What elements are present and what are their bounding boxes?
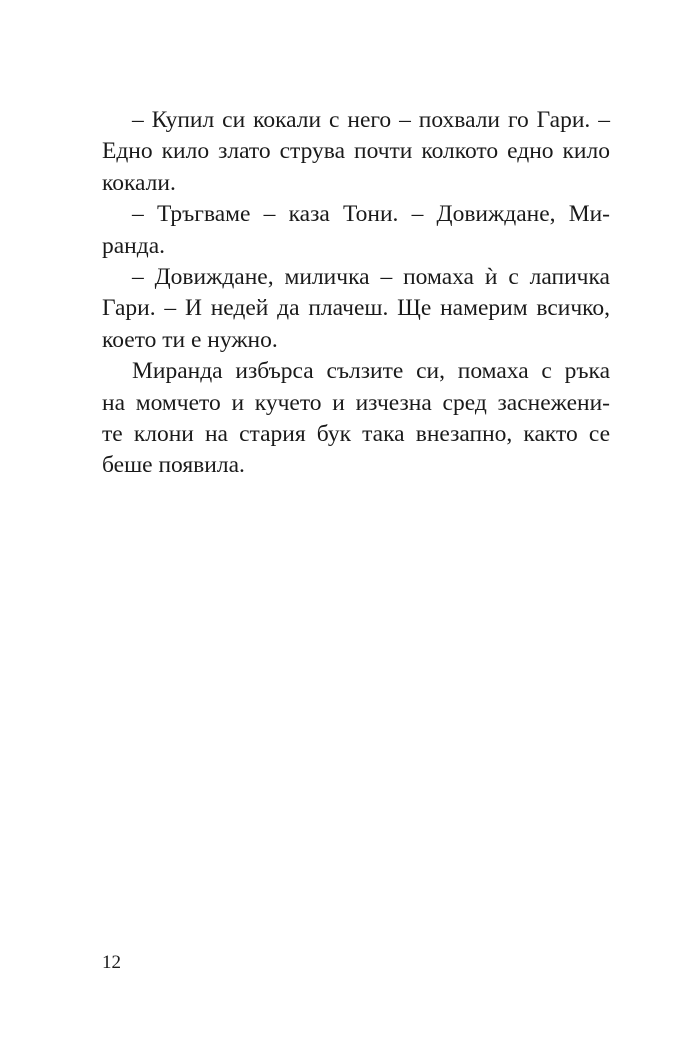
text-line: беше появила.	[102, 452, 245, 479]
text-line: – Довиждане, миличка – помаха ѝ с лапичка	[132, 264, 610, 291]
text-line: Гари. – И недей да плачеш. Ще намерим всичко,	[102, 295, 610, 322]
text-line: кокали.	[102, 169, 176, 196]
paragraph	[102, 356, 610, 482]
text-line: те клони на стария бук така внезапно, както се	[102, 421, 610, 448]
paragraph	[102, 105, 610, 199]
text-line: – Тръгваме – каза Тони. – Довиждане, Ми-	[132, 201, 610, 228]
text-line: ранда.	[102, 232, 166, 259]
text-line: Миранда избърса сълзите си, помаха с ръка	[132, 358, 610, 385]
body-text	[102, 105, 610, 482]
paragraph	[102, 199, 610, 262]
text-line: Едно кило злато струва почти колкото едно кило	[102, 138, 610, 165]
paragraph	[102, 262, 610, 356]
text-line: на момчето и кучето и изчезна сред заснежени-	[102, 389, 610, 416]
text-line: което ти е нужно.	[102, 326, 278, 353]
text-line: – Купил си кокали с него – похвали го Гари. –	[132, 107, 610, 133]
page-number: 12	[102, 952, 121, 973]
